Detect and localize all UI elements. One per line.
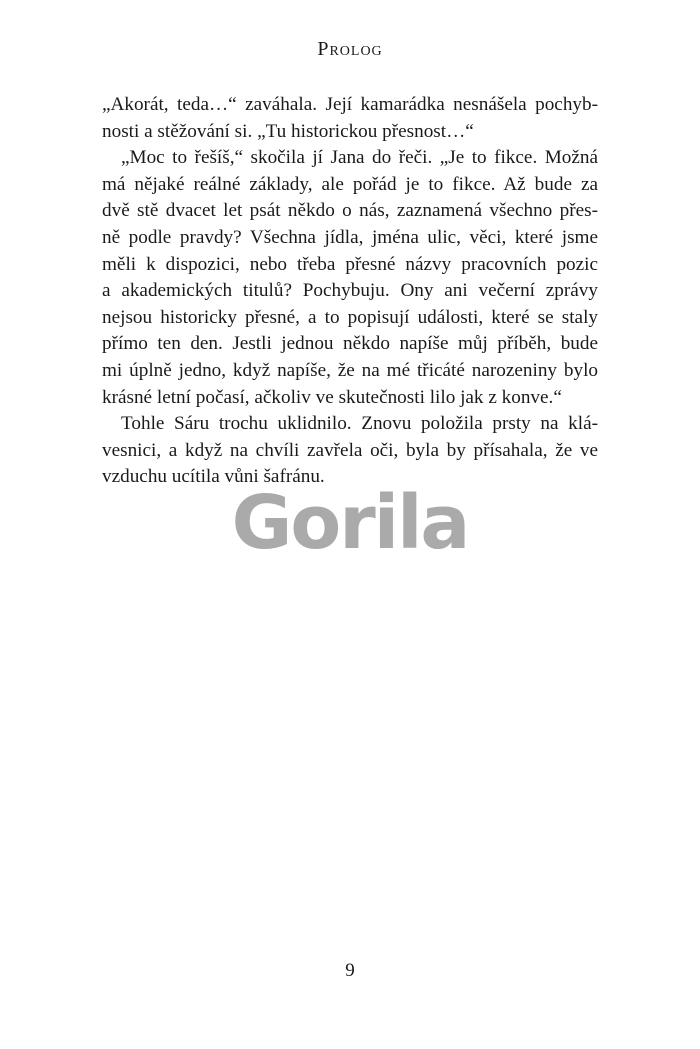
text-line: nosti a stěžování si. „Tu historickou přesnost…“ bbox=[102, 120, 474, 142]
body-text bbox=[102, 92, 598, 491]
page-number: 9 bbox=[345, 960, 355, 981]
text-line: „Akorát, teda…“ zaváhala. Její kamarádka nesnášela pochyb- bbox=[102, 94, 598, 115]
text-line: přímo ten den. Jestli jednou někdo napíše můj příběh, bude bbox=[102, 333, 598, 355]
text-line: nejsou historicky přesné, a to popisují události, které se staly bbox=[102, 306, 598, 328]
watermark-logo: Gorila bbox=[231, 480, 469, 566]
text-line: Tohle Sáru trochu uklidnilo. Znovu položila prsty na klá- bbox=[121, 413, 598, 435]
text-line: dvě stě dvacet let psát někdo o nás, zaznamená všechno přes- bbox=[102, 200, 598, 222]
text-line: vesnici, a když na chvíli zavřela oči, byla by přísahala, že ve bbox=[102, 439, 598, 461]
text-line: měli k dispozici, nebo třeba přesné názvy pracovních pozic bbox=[102, 253, 598, 275]
text-line: „Moc to řešíš,“ skočila jí Jana do řeči. „Je to fikce. Možná bbox=[121, 147, 598, 169]
text-line: ně podle pravdy? Všechna jídla, jména ulic, věci, které jsme bbox=[102, 226, 598, 248]
text-line: mi úplně jedno, když napíše, že na mé třicáté narozeniny bylo bbox=[102, 359, 598, 381]
text-line: krásné letní počasí, ačkoliv ve skutečnosti lilo jak z konve.“ bbox=[102, 386, 562, 408]
text-line: a akademických titulů? Pochybuju. Ony ani večerní zprávy bbox=[102, 280, 598, 302]
running-head: Prolog bbox=[317, 38, 383, 60]
text-line: má nějaké reálné základy, ale pořád je to fikce. Až bude za bbox=[102, 173, 598, 195]
text-line: vzduchu ucítila vůni šafránu. bbox=[102, 466, 325, 488]
